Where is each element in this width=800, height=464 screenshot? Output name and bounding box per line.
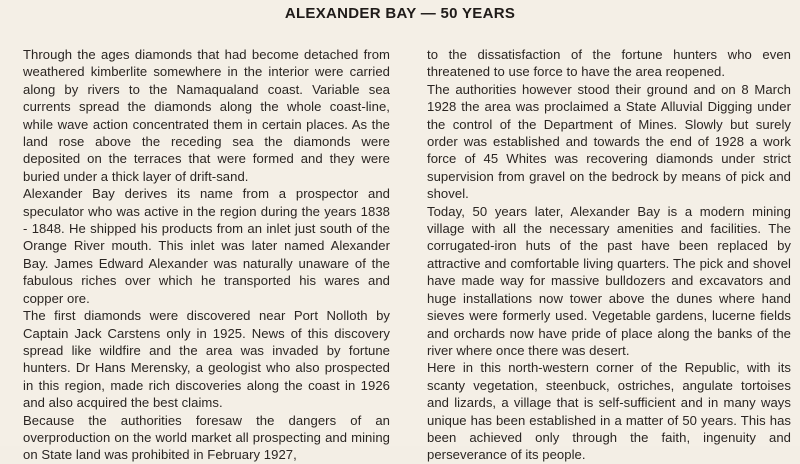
paragraph-conclusion: Here in this north-western corner of the Republic, with its scanty vegetation, steenbuck, ostriches, angulate tortoises and lizards, a village that is self-sufficient and in many ways unique has been established in a matter of 50 years. This has been achieved only through the faith, ingenuity and perseverance of its people. — [427, 360, 791, 463]
right-column — [427, 46, 791, 464]
page-title: ALEXANDER BAY — 50 YEARS — [284, 5, 516, 22]
left-column — [23, 46, 390, 464]
paragraph-dissatisfaction: to the dissatisfaction of the fortune hunters who even threatened to use force to have the area reopened. — [427, 47, 791, 80]
paragraph-first-discoveries: The first diamonds were discovered near Port Nolloth by Captain Jack Carstens only in 1925. News of this discovery spread like wildfire and the area was invaded by fortune hunters. Dr Hans Merensky, a geologist who also prospected in this region, made rich discoveries along the coast in 1926 and also acquired the best claims. — [23, 308, 390, 411]
paragraph-state-digging: The authorities however stood their ground and on 8 March 1928 the area was proclaimed a State Alluvial Digging under the control of the Department of Mines. Slowly but surely order was established and towards the end of 1928 a work force of 45 Whites was recovering diamonds under strict supervision from gravel on the bedrock by means of pick and shovel. — [427, 81, 791, 202]
paragraph-name-origin: Alexander Bay derives its name from a prospector and speculator who was active in the region during the years 1838 - 1848. He shipped his products from an inlet just south of the Orange River mouth. This inlet was later named Alexander Bay. James Edward Alexander was naturally unaware of the fabulous riches over which he transported his wares and copper ore. — [23, 186, 390, 306]
paragraph-prohibition: Because the authorities foresaw the dangers of an overproduction on the world market all prospecting and mining on State land was prohibited in February 1927, — [23, 412, 390, 463]
paragraph-modern-village: Today, 50 years later, Alexander Bay is a modern mining village with all the necessary amenities and facilities. The corrugated-iron huts of the past have been replaced by attractive and comfortable living quarters. The pick and shovel have made way for massive bulldozers and excavators and huge installations now tower above the dunes where hand sieves were formerly used. Vegetable gardens, lucerne fields and orchards now have pride of place along the banks of the river where once there was desert. — [427, 203, 791, 358]
paragraph-sediment-origin: Through the ages diamonds that had become detached from weathered kimberlite somewhere in the interior were carried along by rivers to the Namaqualand coast. Variable sea currents spread the diamonds along the whole coast-line, while wave action concentrated them in certain places. As the land rose above the receding sea the diamonds were deposited on the terraces that were formed and they were buried under a thick layer of drift-sand. — [23, 47, 390, 184]
